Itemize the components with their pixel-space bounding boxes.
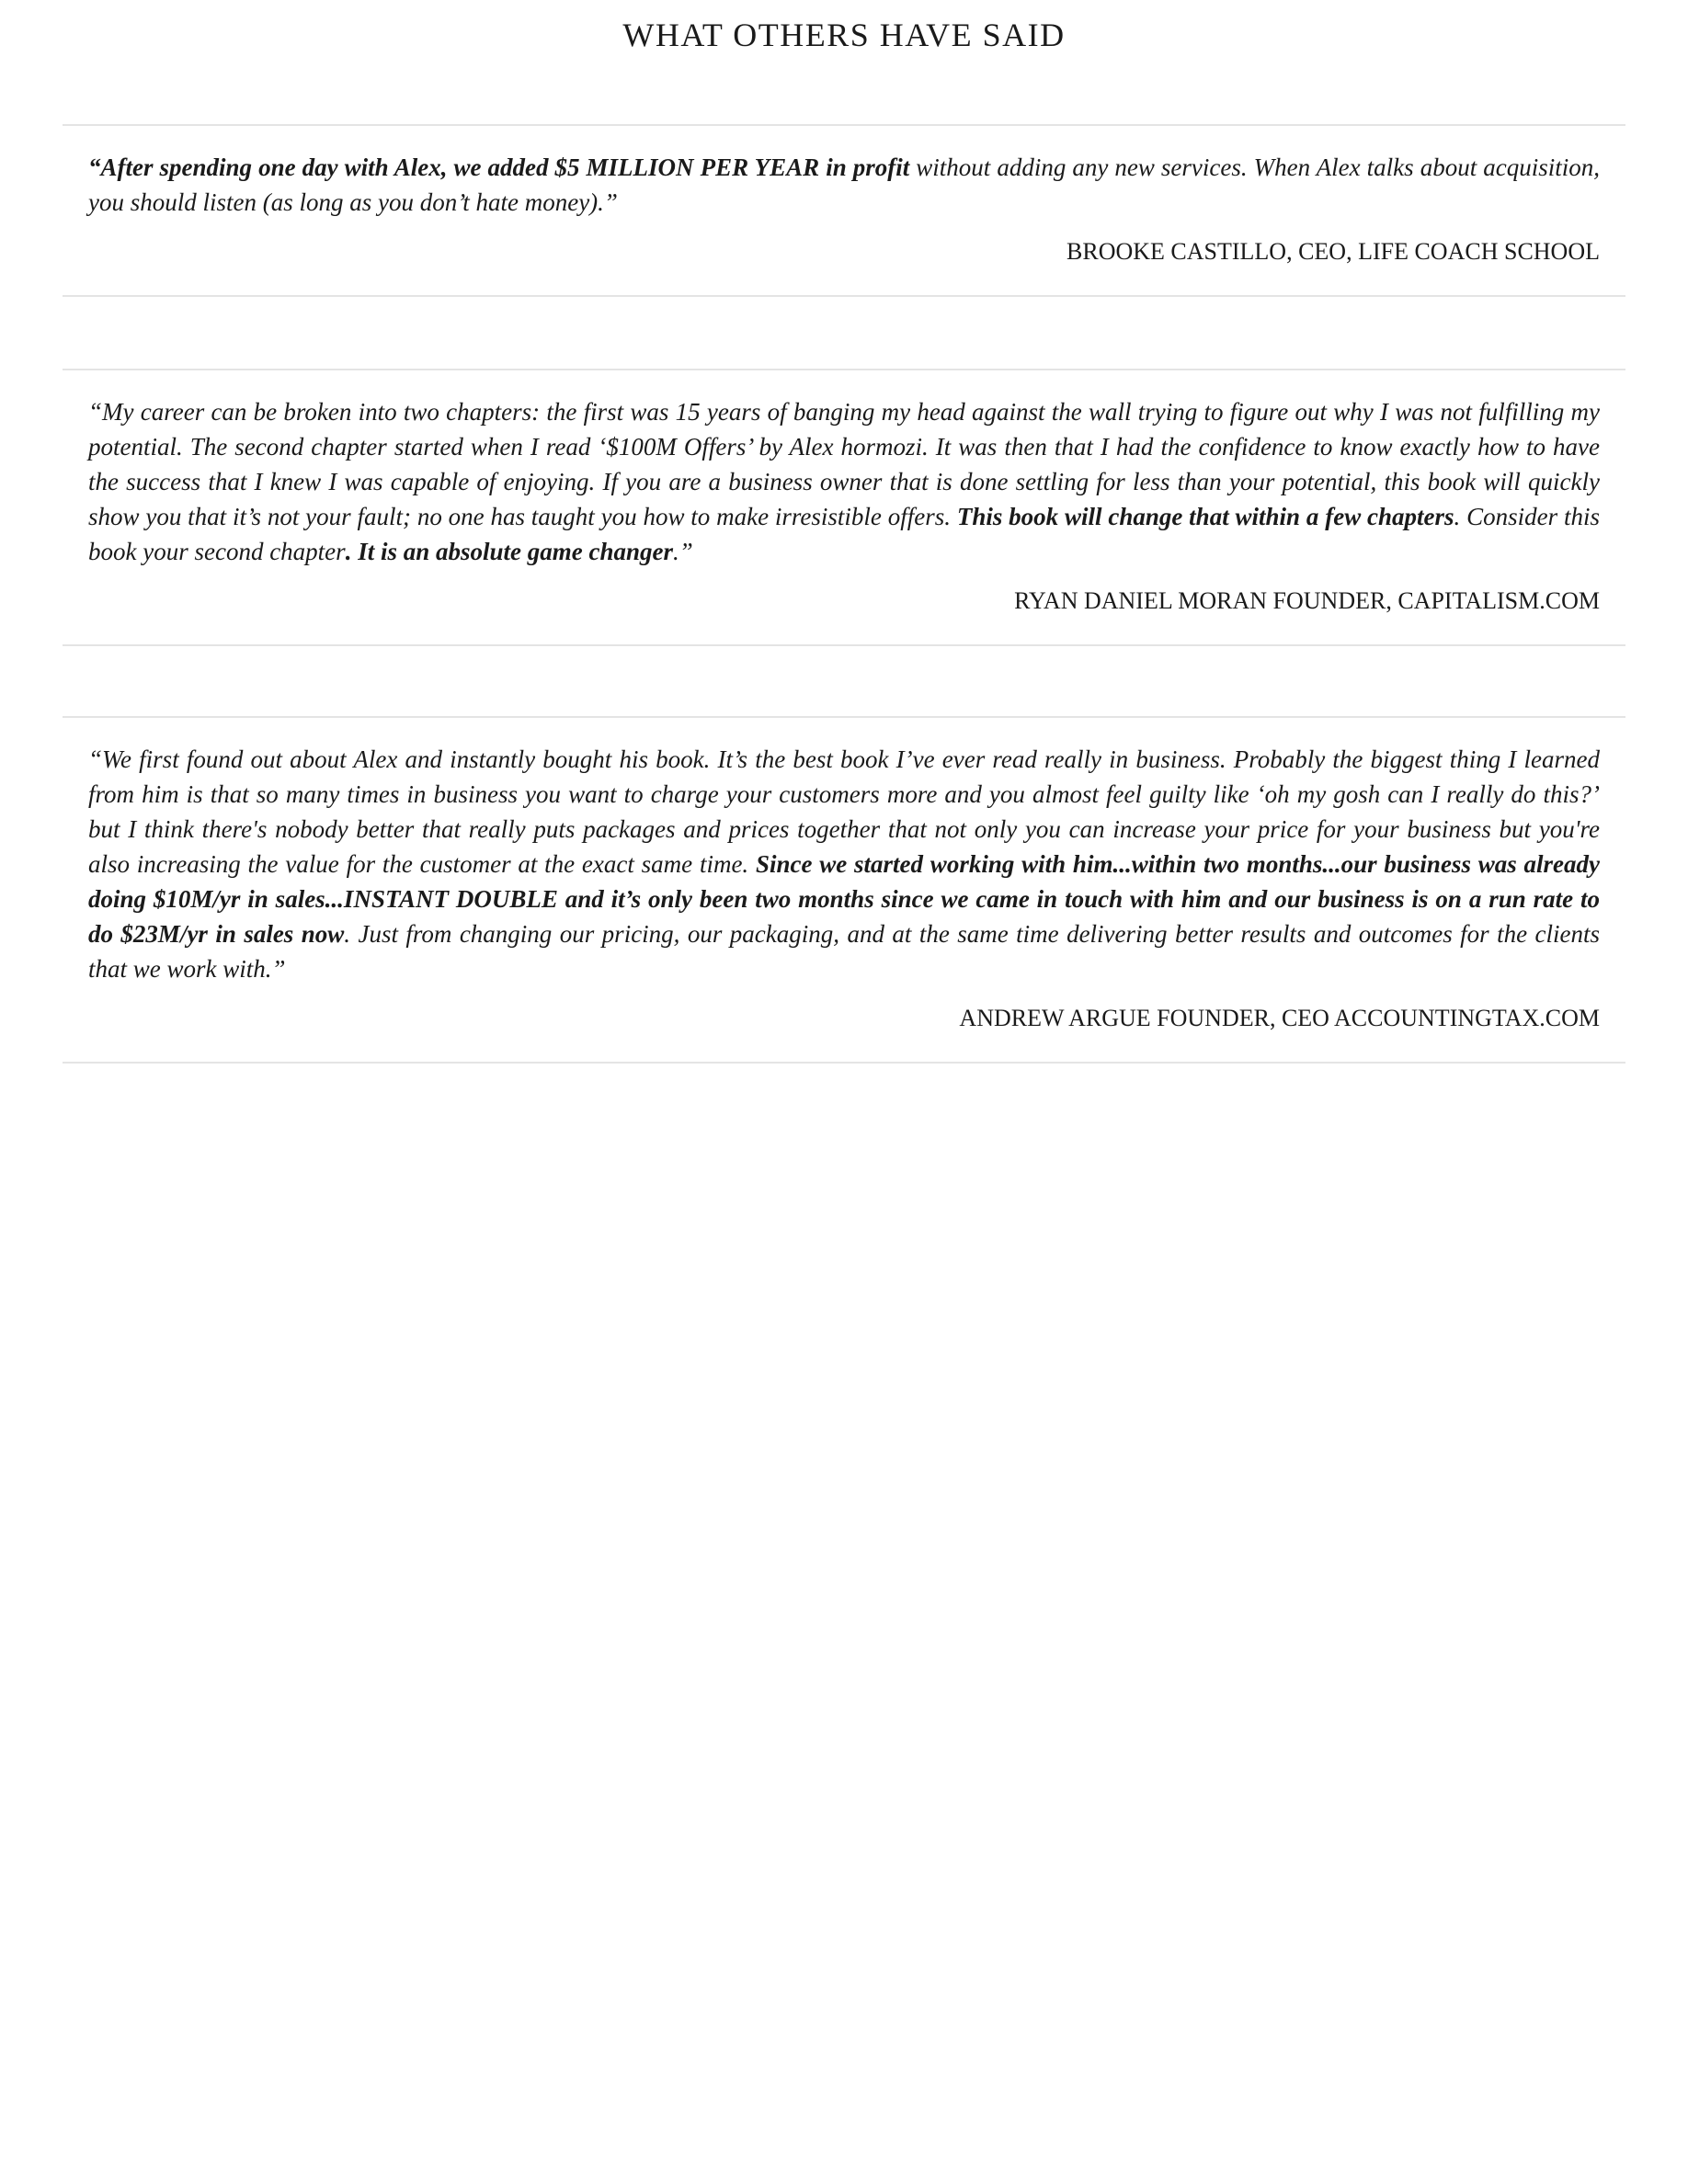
testimonial-quote [88, 150, 1600, 220]
quote-text-run: without adding any new services. When Alex talks about acquisition, you should listen (as long as you don’t hate money).” [88, 154, 1600, 216]
quote-text-run: . Consider this book your second chapter [88, 503, 1600, 565]
quote-bold-run: This book will change that within a few chapters [956, 503, 1454, 530]
quote-bold-run: . It is an absolute game changer [345, 538, 673, 565]
quote-text-run: “My career can be broken into two chapters: the first was 15 years of banging my head against the wall trying to figure out why I was not fulfilling my potential. The second chapter started when I read ‘$100M Offers’ by Alex hormozi. It was then that I had the confidence to know exactly how to have the success that I knew I was capable of enjoying. If you are a business owner that is done settling for less than your potential, this book will quickly show you that it’s not your fault; no one has taught you how to make irresistible offers. [88, 398, 1600, 530]
testimonial-attribution: ANDREW ARGUE FOUNDER, CEO ACCOUNTINGTAX.COM [959, 1005, 1600, 1031]
quote-bold-run: Since we started working with him...within two months...our business was already doing $10M/yr in sales...INSTANT DOUBLE and it’s only been two months since we came in touch with him and our business is on a run rate to do $23M/yr in sales now [88, 850, 1601, 948]
quote-text-run: .” [672, 538, 693, 565]
testimonial-attribution: BROOKE CASTILLO, CEO, LIFE COACH SCHOOL [1066, 238, 1600, 265]
testimonial-card [63, 124, 1625, 297]
quote-text-run: “We first found out about Alex and instantly bought his book. It’s the best book I’ve ever read really in business. Probably the biggest thing I learned from him is that so many times in business you want to charge your customers more and you almost feel guilty like ‘oh my gosh can I really do this?’ but I think there's nobody better that really puts packages and prices together that not only you can increase your price for your business but you're also increasing the value for the customer at the exact same time. [88, 745, 1600, 878]
testimonial-card [63, 716, 1625, 1064]
quote-bold-run: “After spending one day with Alex, we added $5 MILLION PER YEAR in profit [88, 154, 910, 181]
page-title: WHAT OTHERS HAVE SAID [622, 17, 1066, 53]
quote-text-run: . Just from changing our pricing, our packaging, and at the same time delivering better results and outcomes for the clients that we work with.” [88, 920, 1600, 983]
testimonial-attribution: RYAN DANIEL MORAN FOUNDER, CAPITALISM.COM [1014, 587, 1600, 614]
testimonial-quote [88, 394, 1600, 569]
testimonial-quote [88, 742, 1600, 986]
testimonial-card [63, 369, 1625, 646]
